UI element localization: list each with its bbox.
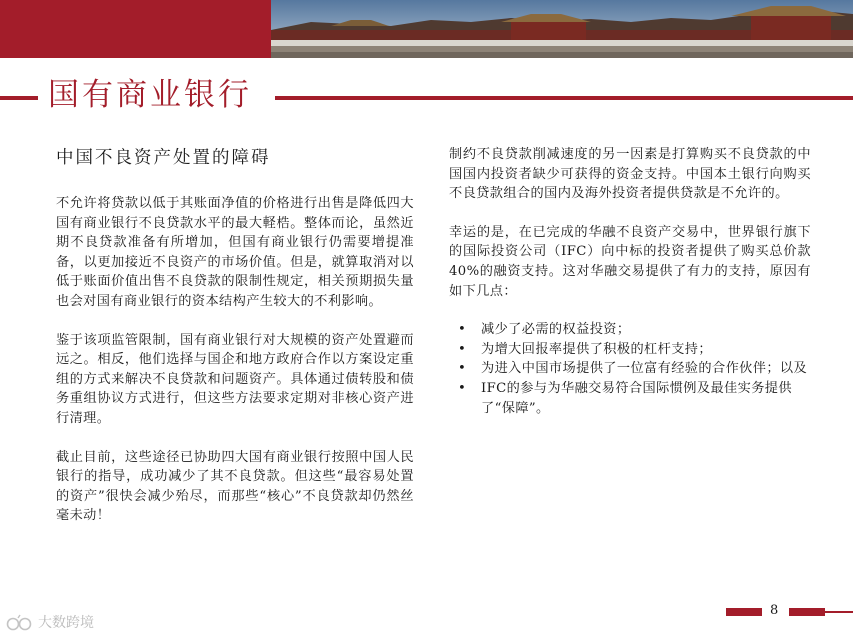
watermark-text: 大数跨境 — [38, 615, 94, 631]
left-paragraph-2: 鉴于该项监管限制，国有商业银行对大规模的资产处置避而远之。相反，他们选择与国企和地方政府合作以方案设定重组的方式来解决不良贷款和问题资产。具体通过债转股和债务重组协议方式进行，但这些方法要求定期对非核心资产进行清理。 — [56, 332, 414, 426]
bullet-icon: • — [458, 380, 467, 396]
list-item — [449, 340, 811, 360]
footer-bar-left — [726, 608, 762, 616]
left-paragraph-1: 不允许将贷款以低于其账面净值的价格进行出售是降低四大国有商业银行不良贷款水平的最大軽梏。整体而论，虽然近期不良贷款准备有所增加，但国有商业银行仍需要增提准备，以更加接近不良资产的市场价值。但是，就算取消对以低于账面价值出售不良贷款的限制性规定，相关预期损失量也会对国有商业银行的资本结构产生较大的不利影响。 — [56, 196, 414, 309]
list-item — [449, 359, 811, 379]
bullet-icon: • — [458, 341, 467, 357]
header-red-block — [0, 0, 271, 58]
list-item — [449, 320, 811, 340]
footer-bar-right — [789, 608, 825, 616]
bullet-list — [449, 320, 811, 418]
footer-bar-tail — [825, 611, 853, 613]
left-paragraph-3: 截止目前，这些途径已协助四大国有商业银行按照中国人民银行的指导，成功减少了其不良贷款。但这些“最容易处置的资产”很快会减少殆尽，而那些“核心”不良贷款却仍然丝毫未动！ — [56, 449, 414, 524]
left-column — [56, 145, 414, 545]
title-rule-left — [0, 96, 38, 100]
header-photo-forbidden-city — [271, 0, 853, 58]
bullet-text: IFC的参与为华融交易符合国际惯例及最佳实务提供了“保障”。 — [481, 380, 792, 416]
list-item — [449, 379, 811, 418]
bullet-text: 为进入中国市场提供了一位富有经验的合作伙伴；以及 — [481, 361, 808, 377]
watermark-logo-icon — [6, 613, 36, 633]
page-number: 8 — [770, 603, 779, 618]
bullet-text: 减少了必需的权益投资； — [481, 322, 631, 338]
bullet-icon: • — [458, 322, 467, 338]
bullet-icon: • — [458, 361, 467, 377]
title-rule-right — [275, 96, 853, 100]
watermark — [6, 613, 94, 633]
right-column — [449, 145, 811, 418]
page-title: 国有商业银行 — [48, 77, 252, 113]
right-paragraph-1: 制约不良贷款削减速度的另一因素是打算购买不良贷款的中国国内投资者缺少可获得的资金支持。中国本土银行向购买不良贷款组合的国内及海外投资者提供贷款是不允许的。 — [449, 147, 811, 202]
section-heading: 中国不良资产处置的障碍 — [56, 148, 271, 168]
bullet-text: 为增大回报率提供了积极的杠杆支持； — [481, 341, 712, 357]
right-paragraph-2: 幸运的是，在已完成的华融不良资产交易中，世界银行旗下的国际投资公司（IFC）向中标的投资者提供了购买总价款40%的融资支持。这对华融交易提供了有力的支持，原因有如下几点： — [449, 224, 811, 299]
